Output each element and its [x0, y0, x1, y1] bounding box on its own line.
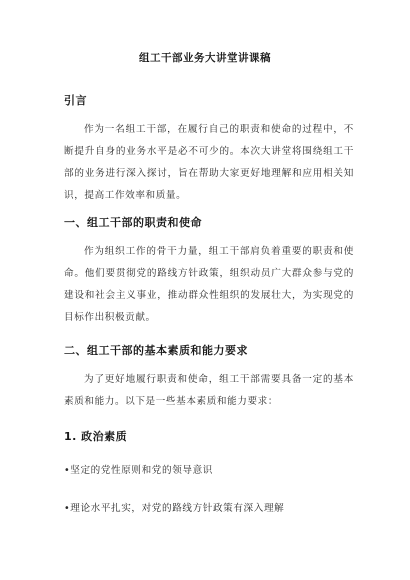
section-1-paragraph: 作为组织工作的骨干力量，组工干部肩负着重要的职责和使命。他们要贯彻党的路线方针政策，组织动员广大群众参与党的建设和社会主义事业，推动群众性组织的发展壮大，为实现党的目标作出积极贡献。 [64, 246, 354, 323]
bullet-item: •坚定的党性原则和党的领导意识 [64, 465, 213, 476]
section-1-heading: 一、组工干部的职责和使命 [64, 216, 202, 229]
subsection-1-heading: 1. 政治素质 [64, 430, 128, 443]
bullet-item: •理论水平扎实，对党的路线方针政策有深入理解 [64, 503, 285, 514]
intro-paragraph: 作为一名组工干部，在履行自己的职责和使命的过程中，不断提升自身的业务水平是必不可少的。本次大讲堂将围绕组工干部的业务进行深入探讨，旨在帮助大家更好地理解和应用相关知识，提高工作效率和质量。 [64, 124, 354, 201]
document-title: 组工干部业务大讲堂讲课稿 [139, 52, 271, 64]
section-2-paragraph: 为了更好地履行职责和使命，组工干部需要具备一定的基本素质和能力。以下是一些基本素质和能力要求： [64, 374, 354, 407]
intro-heading: 引言 [64, 94, 87, 107]
section-2-heading: 二、组工干部的基本素质和能力要求 [64, 344, 248, 357]
